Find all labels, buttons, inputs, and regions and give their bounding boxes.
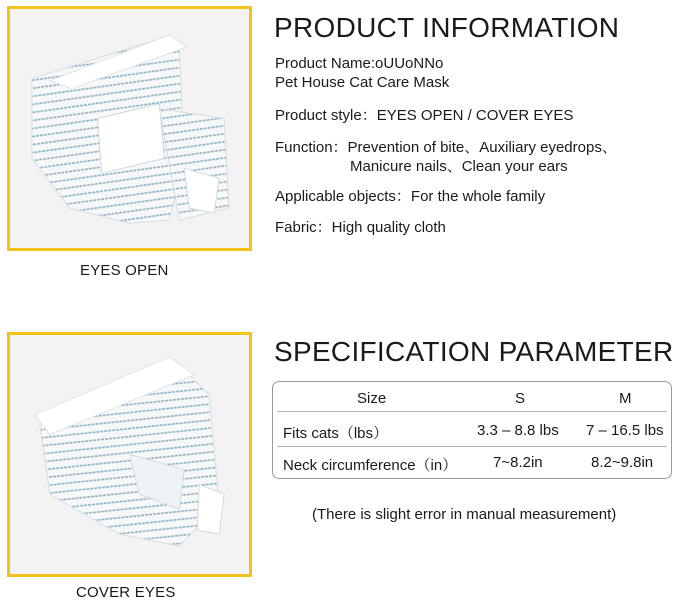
table-divider [277, 446, 667, 447]
table-cell-fits-cats-label: Fits cats（lbs） [283, 425, 389, 442]
specification-table [272, 381, 672, 479]
table-divider [277, 411, 667, 412]
product-name-line: Product Name:oUUoNNo [275, 55, 444, 72]
cat-mask-eyes-open-illustration [10, 9, 249, 248]
table-cell-neck-m: 8.2~9.8in [591, 454, 654, 471]
specification-heading: SPECIFICATION PARAMETER [274, 336, 674, 367]
table-header-size: Size [357, 390, 387, 407]
fabric-line: Fabric：High quality cloth [275, 219, 446, 236]
product-photo-eyes-open [7, 6, 252, 251]
cat-mask-cover-eyes-illustration [10, 335, 249, 574]
eyes-open-caption: EYES OPEN [80, 262, 169, 279]
measurement-note: (There is slight error in manual measurement) [312, 506, 617, 523]
function-line-2: Manicure nails、Clean your ears [350, 158, 568, 175]
table-header-m: M [619, 390, 632, 407]
product-photo-cover-eyes [7, 332, 252, 577]
product-information-heading: PRODUCT INFORMATION [274, 12, 620, 43]
function-line-1: Function：Prevention of bite、Auxiliary eyedrops、 [275, 139, 617, 156]
cover-eyes-caption: COVER EYES [76, 584, 176, 601]
table-header-s: S [515, 390, 526, 407]
table-cell-fits-cats-m: 7 – 16.5 lbs [586, 422, 664, 439]
applicable-objects-line: Applicable objects：For the whole family [275, 188, 546, 205]
product-name-line-2: Pet House Cat Care Mask [275, 74, 450, 91]
product-style-line: Product style：EYES OPEN / COVER EYES [275, 107, 574, 124]
table-cell-fits-cats-s: 3.3 – 8.8 lbs [477, 422, 559, 439]
table-cell-neck-label: Neck circumference（in） [283, 457, 458, 474]
table-cell-neck-s: 7~8.2in [493, 454, 543, 471]
